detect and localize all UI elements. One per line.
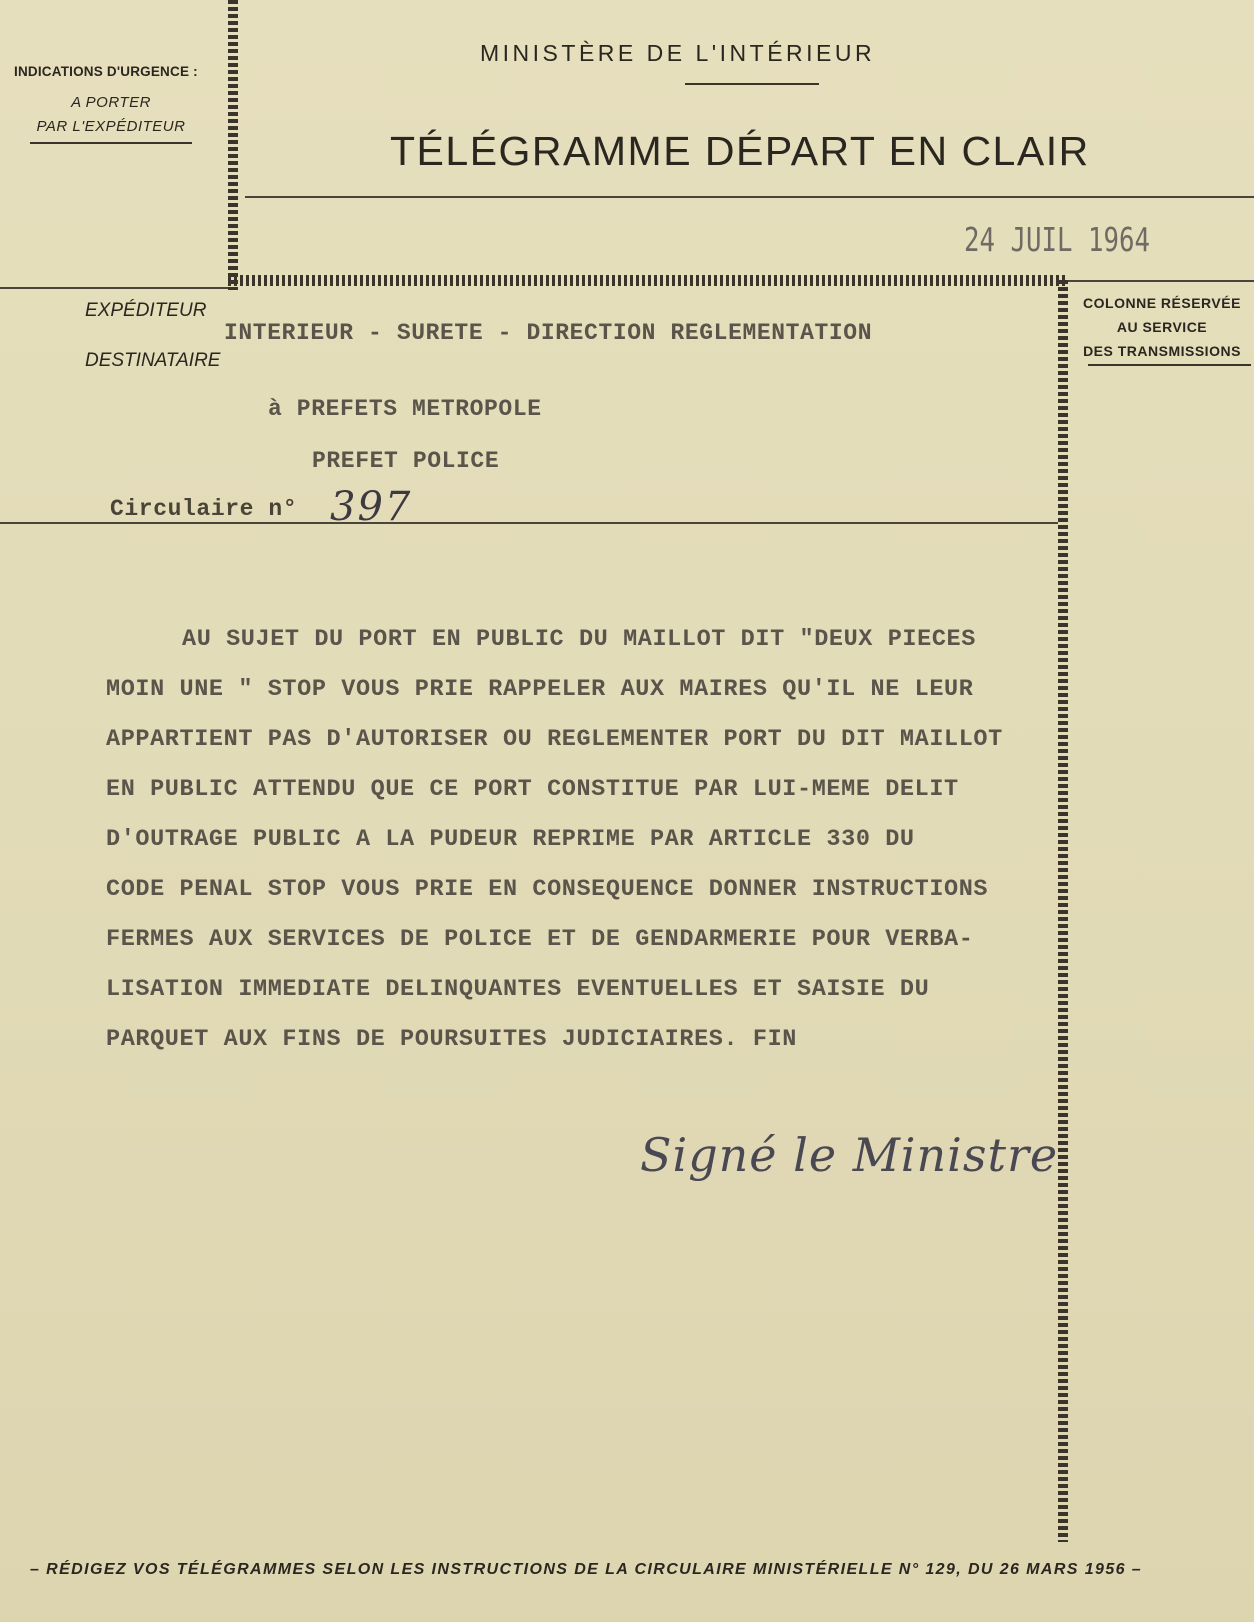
urgence-line-1: A PORTER [71, 94, 151, 111]
message-line: AU SUJET DU PORT EN PUBLIC DU MAILLOT DIT "DEUX PIECES [182, 626, 976, 653]
message-line: APPARTIENT PAS D'AUTORISER OU REGLEMENTER PORT DU DIT MAILLOT [106, 726, 1003, 753]
reserved-column-line-2: AU SERVICE [1116, 319, 1208, 335]
destinataire-line-2: PREFET POLICE [312, 448, 500, 474]
perforation-vertical-left [228, 0, 238, 290]
reserved-column-line-3: DES TRANSMISSIONS [1083, 343, 1241, 359]
message-line: FERMES AUX SERVICES DE POLICE ET DE GENDARMERIE POUR VERBA- [106, 926, 974, 953]
ministry-title: MINISTÈRE DE L'INTÉRIEUR [480, 40, 876, 66]
ministry-underline [685, 83, 819, 85]
divider-header [245, 196, 1254, 198]
message-line: D'OUTRAGE PUBLIC A LA PUDEUR REPRIME PAR ARTICLE 330 DU [106, 826, 915, 853]
divider-addressing [0, 522, 1058, 524]
handwritten-signature: Signé le Ministre [640, 1128, 1059, 1182]
circulaire-label: Circulaire n° [110, 496, 298, 522]
expediteur-value: INTERIEUR - SURETE - DIRECTION REGLEMENTATION [224, 320, 873, 346]
message-line: MOIN UNE " STOP VOUS PRIE RAPPELER AUX MAIRES QU'IL NE LEUR [106, 676, 974, 703]
divider-reserved-column [1068, 280, 1254, 282]
circulaire-number: 397 [330, 484, 413, 530]
reserved-column-underline [1088, 364, 1251, 366]
perforation-horizontal [228, 275, 1068, 286]
urgence-title: INDICATIONS D'URGENCE : [14, 64, 198, 79]
message-line: LISATION IMMEDIATE DELINQUANTES EVENTUELLES ET SAISIE DU [106, 976, 930, 1003]
reserved-column-line-1: COLONNE RÉSERVÉE [1083, 295, 1241, 311]
urgence-underline [30, 142, 192, 144]
expediteur-label: EXPÉDITEUR [85, 300, 207, 321]
message-line: PARQUET AUX FINS DE POURSUITES JUDICIAIRES. FIN [106, 1026, 798, 1053]
divider-urgence [0, 287, 228, 289]
destinataire-label: DESTINATAIRE [85, 350, 221, 371]
document-type-title: TÉLÉGRAMME DÉPART EN CLAIR [390, 128, 1090, 174]
date-stamp: 24 JUIL 1964 [964, 220, 1150, 259]
destinataire-line-1: à PREFETS METROPOLE [268, 396, 542, 422]
urgence-line-2: PAR L'EXPÉDITEUR [36, 118, 186, 135]
message-line: EN PUBLIC ATTENDU QUE CE PORT CONSTITUE PAR LUI-MEME DELIT [106, 776, 959, 803]
footer-instructions: – RÉDIGEZ VOS TÉLÉGRAMMES SELON LES INSTRUCTIONS DE LA CIRCULAIRE MINISTÉRIELLE N° 129, DU 26 MARS 1956 – [30, 1561, 1143, 1578]
perforation-vertical-right [1058, 280, 1068, 1542]
message-line: CODE PENAL STOP VOUS PRIE EN CONSEQUENCE DONNER INSTRUCTIONS [106, 876, 989, 903]
